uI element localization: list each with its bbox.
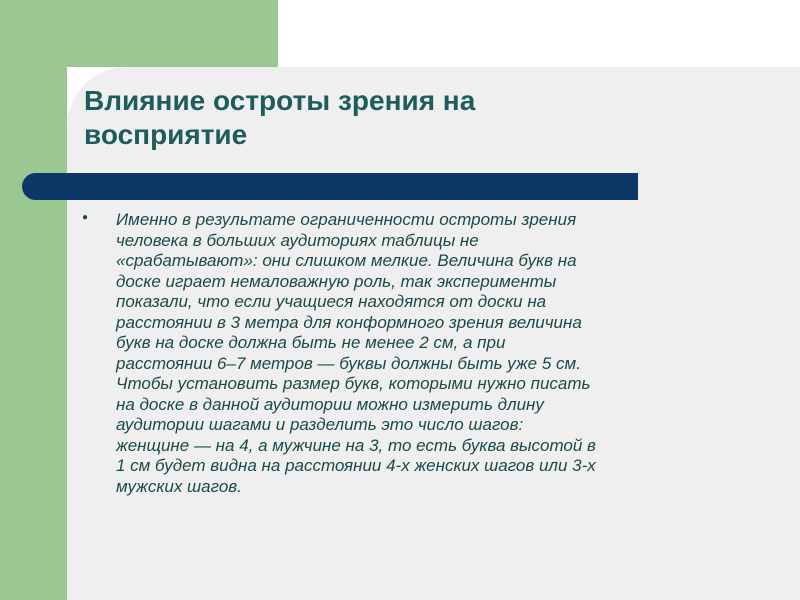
body-text bbox=[116, 210, 756, 497]
body-line: Именно в результате ограниченности остроты зрения bbox=[116, 210, 577, 229]
bullet-icon: ● bbox=[82, 212, 89, 223]
body-line: расстоянии 6–7 метров — буквы должны быть уже 5 см. bbox=[116, 353, 581, 373]
slide-title bbox=[84, 84, 644, 152]
body-line: Чтобы установить размер букв, которыми нужно писать bbox=[116, 374, 591, 393]
body-line: показали, что если учащиеся находятся от доски на bbox=[116, 292, 547, 311]
body-line: человека в больших аудиториях таблицы не bbox=[116, 230, 479, 250]
left-accent-band bbox=[0, 0, 67, 600]
body-line: доске играет немаловажную роль, так эксперименты bbox=[116, 271, 557, 291]
body-line: аудитории шагами и разделить это число шагов: bbox=[116, 415, 524, 434]
title-line-1: Влияние остроты зрения на bbox=[84, 85, 476, 116]
body-line: «срабатывают»: они слишком мелкие. Величина букв на bbox=[116, 251, 577, 270]
body-line: 1 см будет видна на расстоянии 4-х женских шагов или 3-х bbox=[116, 456, 596, 475]
body-line: расстоянии в 3 метра для конформного зрения величина bbox=[116, 312, 582, 332]
body-line: мужских шагов. bbox=[116, 476, 242, 496]
title-underline-bar bbox=[22, 173, 638, 200]
body-line: женщине — на 4, а мужчине на 3, то есть буква высотой в bbox=[116, 435, 596, 455]
title-line-2: восприятие bbox=[84, 119, 248, 150]
body-line: букв на доске должна быть не менее 2 см, а при bbox=[116, 333, 506, 352]
body-line: на доске в данной аудитории можно измерить длину bbox=[116, 394, 544, 414]
top-accent-band bbox=[0, 0, 278, 67]
